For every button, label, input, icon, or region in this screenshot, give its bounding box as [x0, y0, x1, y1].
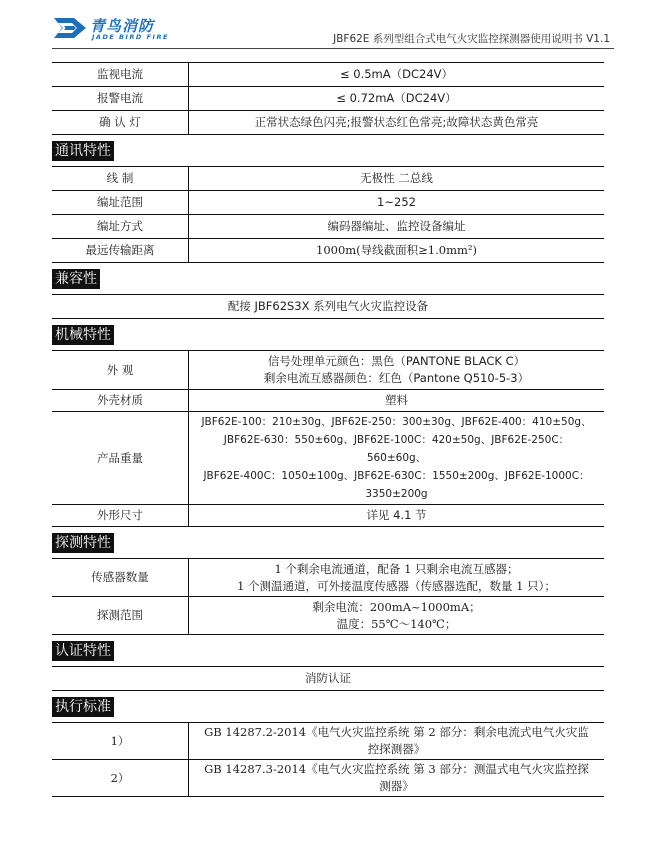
jade-bird-logo-icon	[52, 14, 88, 42]
row-value	[189, 723, 605, 760]
certification-row: 消防认证	[52, 666, 604, 691]
table-row	[52, 597, 604, 635]
brand-logo	[52, 14, 192, 44]
weight-line-2: JBF62E-630：550±60g、JBF62E-100C：420±50g、JBF62E-250C：560±60g、	[223, 434, 570, 464]
row-value: 编码器编址、监控设备编址	[189, 215, 605, 239]
mechanical-table	[52, 350, 604, 527]
row-key: 编址范围	[52, 191, 189, 215]
row-key: 确 认 灯	[52, 111, 189, 135]
row-key: 监视电流	[52, 63, 189, 87]
row-key: 传感器数量	[52, 559, 189, 597]
logo-english-text: JADE BIRD FIRE	[92, 33, 169, 41]
row-key: 外形尺寸	[52, 505, 189, 527]
range-line-2: 温度：55℃～140℃；	[336, 616, 457, 631]
row-value: 无极性 二总线	[189, 167, 605, 191]
appearance-line-2: 剩余电流互感器颜色：红色（Pantone Q510-5-3）	[263, 371, 530, 385]
table-row	[52, 63, 604, 87]
row-value: ≤ 0.5mA（DC24V）	[189, 63, 605, 87]
standard-line-1: GB 14287.3-2014《电气火灾监控系统 第 3 部分：测温式电气火灾监控探	[204, 762, 589, 776]
section-heading-detection: 探测特性	[52, 533, 114, 553]
row-value	[189, 412, 605, 505]
standard-line-2: 控探测器》	[367, 742, 426, 756]
row-value	[189, 351, 605, 390]
sensor-count-line-2: 1 个测温通道，可外接温度传感器（传感器选配，数量 1 只）；	[237, 578, 556, 593]
appearance-line-1: 信号处理单元颜色：黑色（PANTONE BLACK C）	[267, 354, 526, 368]
row-value: ≤ 0.72mA（DC24V）	[189, 87, 605, 111]
row-key: 1）	[52, 723, 189, 760]
table-row	[52, 111, 604, 135]
communication-table	[52, 166, 604, 263]
row-value	[189, 559, 605, 597]
row-value: 详见 4.1 节	[189, 505, 605, 527]
table-row	[52, 351, 604, 390]
table-row	[52, 505, 604, 527]
logo-chinese-text: 青鸟消防	[90, 17, 155, 35]
table-row	[52, 390, 604, 412]
standards-table	[52, 722, 604, 797]
section-heading-certification: 认证特性	[52, 641, 114, 661]
table-row	[52, 559, 604, 597]
section-heading-mechanical: 机械特性	[52, 325, 114, 345]
row-value: 正常状态绿色闪亮;报警状态红色常亮;故障状态黄色常亮	[189, 111, 605, 135]
page-header	[0, 0, 666, 50]
spec-content	[52, 62, 604, 797]
weight-line-1: JBF62E-100：210±30g、JBF62E-250：300±30g、JBF62E-400：410±50g、	[201, 416, 592, 428]
row-key: 最远传输距离	[52, 239, 189, 263]
row-value	[189, 597, 605, 635]
row-value: 1000m(导线截面积≥1.0mm²)	[189, 239, 605, 263]
standard-line-1: GB 14287.2-2014《电气火灾监控系统 第 2 部分：剩余电流式电气火灾监	[204, 725, 589, 739]
table-row	[52, 215, 604, 239]
table-row	[52, 191, 604, 215]
row-key: 编址方式	[52, 215, 189, 239]
table-row	[52, 723, 604, 760]
document-title: JBF62E 系列型组合式电气火灾监控探测器使用说明书 V1.1	[333, 33, 610, 45]
compatibility-row: 配接 JBF62S3X 系列电气火灾监控设备	[52, 294, 604, 319]
row-value: 1~252	[189, 191, 605, 215]
section-heading-standards: 执行标准	[52, 697, 114, 717]
row-key: 线 制	[52, 167, 189, 191]
row-key: 2）	[52, 760, 189, 797]
row-key: 报警电流	[52, 87, 189, 111]
table-row	[52, 760, 604, 797]
table-row	[52, 87, 604, 111]
weight-line-3: JBF62E-400C：1050±100g、JBF62E-630C：1550±200g、JBF62E-1000C：	[203, 470, 590, 482]
row-value: 塑料	[189, 390, 605, 412]
row-key: 外壳材质	[52, 390, 189, 412]
row-value	[189, 760, 605, 797]
table-row	[52, 167, 604, 191]
row-key: 产品重量	[52, 412, 189, 505]
table-row	[52, 412, 604, 505]
sensor-count-line-1: 1 个剩余电流通道，配备 1 只剩余电流互感器；	[274, 561, 519, 576]
section-heading-compatibility: 兼容性	[52, 269, 100, 289]
table-row	[52, 239, 604, 263]
standard-line-2: 测器》	[379, 779, 414, 793]
row-key: 外 观	[52, 351, 189, 390]
range-line-1: 剩余电流：200mA~1000mA；	[312, 599, 481, 614]
electrical-spec-table	[52, 62, 604, 135]
row-key: 探测范围	[52, 597, 189, 635]
header-divider	[52, 48, 614, 49]
section-heading-communication: 通讯特性	[52, 141, 114, 161]
detection-table	[52, 558, 604, 635]
weight-line-4: 3350±200g	[365, 488, 428, 500]
